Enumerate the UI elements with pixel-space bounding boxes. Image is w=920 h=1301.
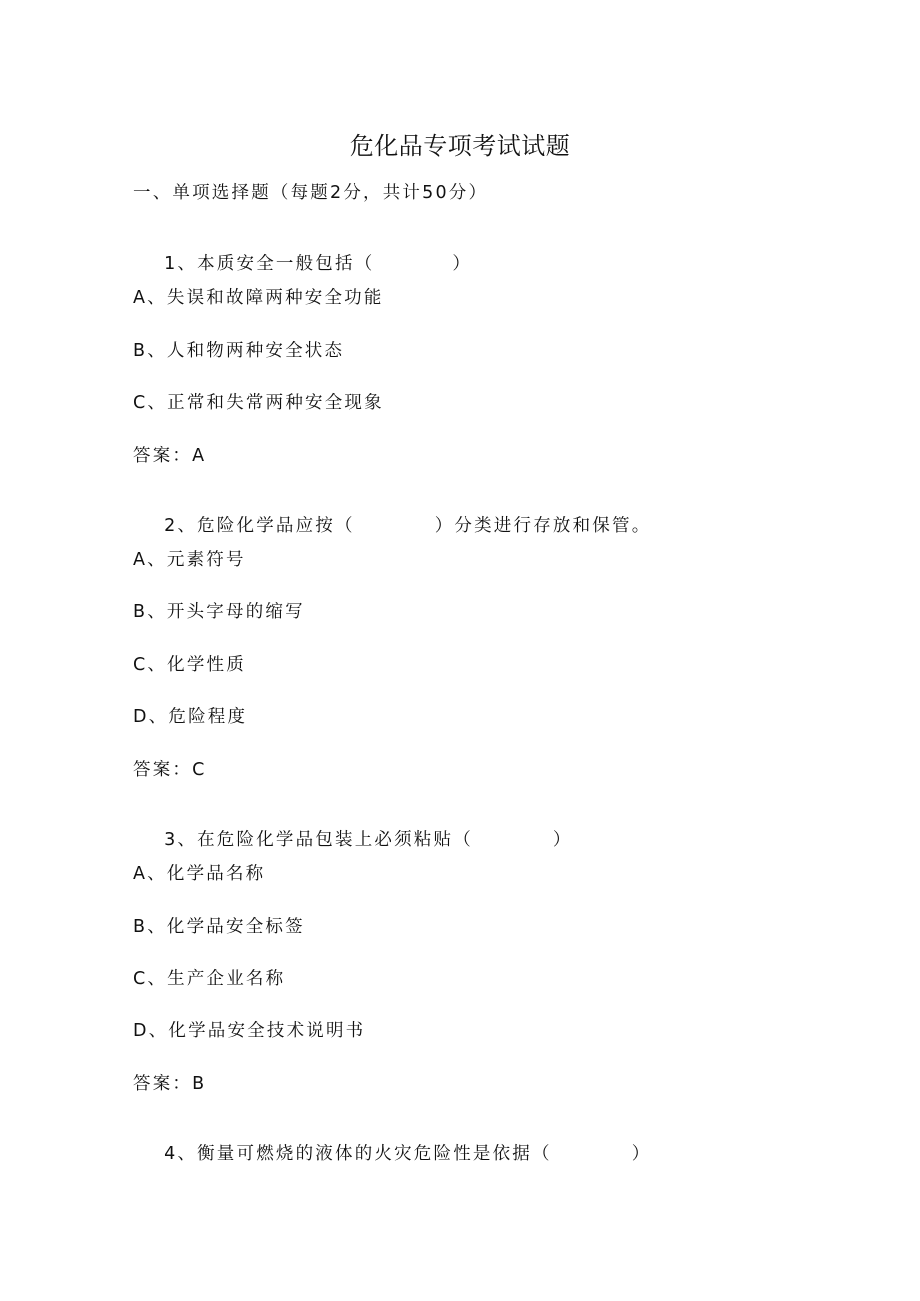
question-3-option-c: C、生产企业名称 (133, 969, 286, 989)
question-2-option-a: A、元素符号 (133, 550, 246, 570)
question-3-stem (133, 814, 573, 867)
question-stem-text: 1、本质安全一般包括（ (164, 253, 375, 274)
question-3-option-b: B、化学品安全标签 (133, 917, 305, 937)
question-2-option-c: C、化学性质 (133, 655, 246, 675)
question-2-option-b: B、开头字母的缩写 (133, 602, 305, 622)
question-1-option-c: C、正常和失常两种安全现象 (133, 393, 384, 413)
question-4-stem (133, 1128, 651, 1181)
question-2-option-d: D、危险程度 (133, 707, 248, 727)
question-2-answer: 答案：C (133, 760, 207, 780)
question-1-option-b: B、人和物两种安全状态 (133, 341, 345, 361)
question-3-answer: 答案：B (133, 1074, 207, 1094)
question-3-option-d: D、化学品安全技术说明书 (133, 1021, 366, 1041)
question-stem-close: ） (631, 1143, 652, 1164)
question-1-answer: 答案：A (133, 446, 207, 466)
question-3-option-a: A、化学品名称 (133, 864, 266, 884)
question-stem-close: ） (552, 829, 573, 850)
question-stem-close: ）分类进行存放和保管。 (434, 515, 652, 536)
question-stem-close: ） (452, 253, 473, 274)
question-stem-text: 3、在危险化学品包装上必须粘贴（ (164, 829, 473, 850)
document-title: 危化品专项考试试题 (349, 132, 571, 160)
question-1-stem (133, 238, 472, 291)
question-2-stem (133, 500, 651, 553)
question-1-option-a: A、失误和故障两种安全功能 (133, 288, 384, 308)
question-stem-text: 2、危险化学品应按（ (164, 515, 355, 536)
section-heading: 一、单项选择题（每题2分，共计50分） (133, 183, 489, 203)
question-stem-text: 4、衡量可燃烧的液体的火灾危险性是依据（ (164, 1143, 552, 1164)
